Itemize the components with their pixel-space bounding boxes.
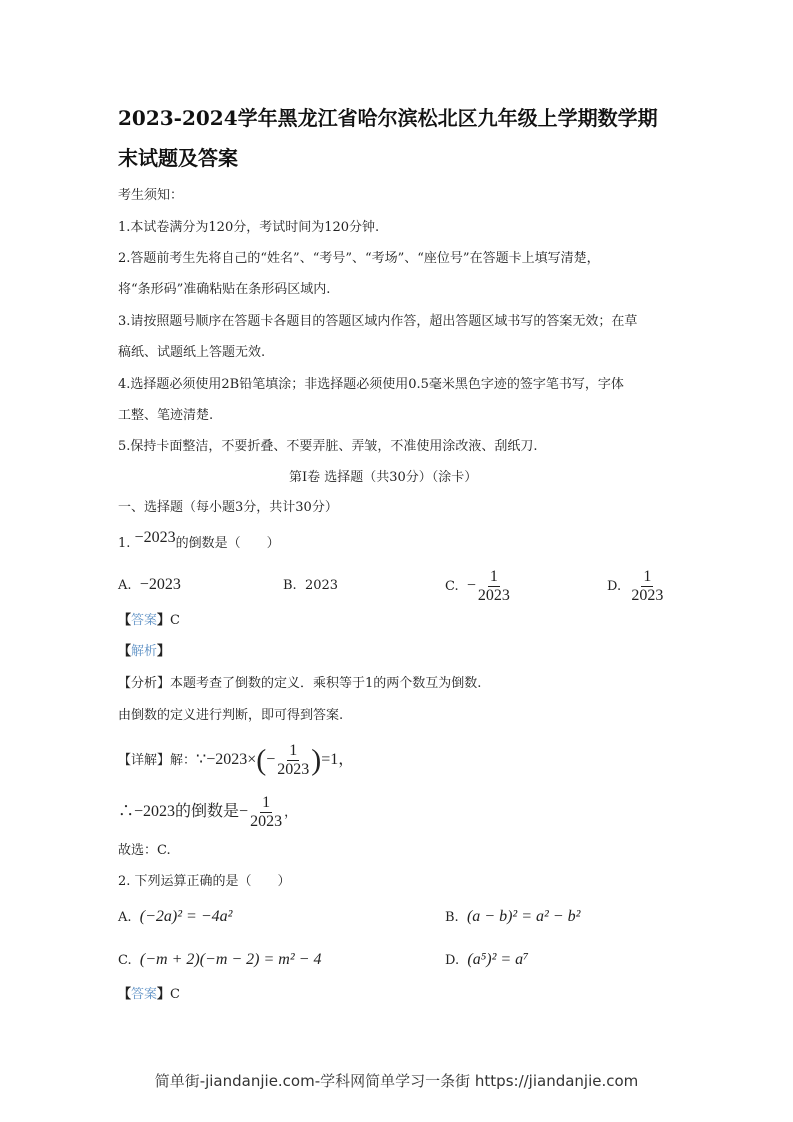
- notice-line: 2.答题前考生先将自己的“姓名”、“考号”、“考场”、“座位号”在答题卡上填写清楚，: [118, 251, 600, 266]
- option-label: D.: [607, 579, 622, 594]
- answer-value: C: [170, 987, 180, 1002]
- notice-line: 将“条形码”准确粘贴在条形码区域内.: [118, 282, 331, 297]
- option-label: D.: [445, 953, 460, 968]
- doc-title-line1: 2023-2024学年黑龙江省哈尔滨松北区九年级上学期数学期: [118, 106, 658, 130]
- bracket: 【: [118, 644, 132, 659]
- option-expr: (a − b)² = a² − b²: [466, 908, 581, 925]
- notice-line: 稿纸、试题纸上答题无效.: [118, 345, 266, 360]
- fraction: [631, 568, 663, 605]
- option-expr: (a⁵)² = a⁷: [467, 951, 529, 968]
- numerator: 1: [489, 568, 498, 585]
- notice-line: 5.保持卡面整洁，不要折叠、不要弄脏、弄皱，不准使用涂改液、刮纸刀.: [118, 439, 538, 454]
- q1-stem: [118, 529, 280, 553]
- doc-title-line2: 末试题及答案: [118, 146, 238, 170]
- option-expr: (−m + 2)(−m − 2) = m² − 4: [139, 951, 322, 968]
- numerator: 1: [262, 794, 271, 811]
- option-label: A.: [118, 578, 132, 593]
- q1-answer: [118, 612, 180, 630]
- right-paren: ): [311, 743, 322, 777]
- answer-tag: 答案: [131, 987, 158, 1002]
- q1-option-d: [607, 568, 665, 605]
- left-paren: (: [256, 743, 267, 777]
- section-title: 第Ⅰ卷 选择题（共30分）（涂卡）: [289, 470, 478, 485]
- q1-option-b: [283, 577, 338, 595]
- analysis-tag: 解析: [131, 644, 158, 659]
- q1-fenxi2: 由倒数的定义进行判断，即可得到答案.: [118, 708, 344, 723]
- q2-option-d: [445, 951, 529, 970]
- minus-sign: −: [266, 751, 276, 768]
- detail-result: =1，: [321, 751, 355, 768]
- option-expr: (−2a)² = −4a²: [139, 908, 233, 925]
- part-heading: 一、选择题（每小题3分，共计30分）: [118, 500, 338, 515]
- bracket: 【: [118, 613, 132, 628]
- fraction: [277, 742, 309, 779]
- option-value: 2023: [304, 578, 339, 593]
- option-label: B.: [283, 578, 297, 593]
- numerator: 1: [643, 568, 652, 585]
- therefore-text: ∴−2023的倒数是−: [118, 803, 249, 820]
- option-label: C.: [118, 953, 132, 968]
- q1-option-a: [118, 576, 181, 595]
- notice-line: 4.选择题必须使用2B铅笔填涂；非选择题必须使用0.5毫米黑色字迹的签字笔书写，字体: [118, 377, 624, 392]
- q2-stem: 2. 下列运算正确的是（ ）: [118, 874, 291, 889]
- q2-option-a: [118, 908, 232, 927]
- bracket: 】: [157, 987, 171, 1002]
- q1-option-c: [445, 568, 512, 605]
- numerator: 1: [289, 742, 298, 759]
- notice-line: 1.本试卷满分为120分，考试时间为120分钟.: [118, 220, 380, 235]
- q2-option-c: [118, 951, 321, 970]
- option-value: −2023: [139, 576, 181, 593]
- fraction: [250, 794, 282, 831]
- bracket: 】: [157, 613, 171, 628]
- q1-stem-text: 的倒数是（ ）: [175, 536, 280, 551]
- denominator: 2023: [631, 587, 664, 604]
- notice-line: 3.请按照题号顺序在答题卡各题目的答题区域内作答，超出答题区域书写的答案无效；在草: [118, 314, 638, 329]
- q1-number: 1.: [118, 536, 131, 551]
- minus-sign: −: [466, 577, 476, 594]
- denominator: 2023: [277, 761, 310, 778]
- q1-analysis-tag: [118, 643, 170, 661]
- footer-watermark: 简单街-jiandanjie.com-学科网简单学习一条街 https://jiandanjie.com: [154, 1072, 639, 1090]
- q1-therefore: [118, 794, 297, 831]
- q1-detail: [118, 740, 354, 781]
- denominator: 2023: [477, 587, 510, 604]
- fraction: [478, 568, 510, 605]
- q1-choice: 故选：C.: [118, 843, 171, 858]
- option-label: B.: [445, 910, 459, 925]
- option-label: A.: [118, 910, 132, 925]
- answer-value: C: [170, 613, 180, 628]
- answer-tag: 答案: [131, 613, 158, 628]
- denominator: 2023: [250, 813, 283, 830]
- q1-expr: −2023: [134, 529, 176, 546]
- notice-heading: 考生须知：: [118, 188, 184, 203]
- option-label: C.: [445, 579, 459, 594]
- notice-line: 工整、笔迹清楚.: [118, 408, 214, 423]
- detail-label: 【详解】解：: [118, 753, 197, 768]
- bracket: 【: [118, 987, 132, 1002]
- q2-option-b: [445, 908, 580, 927]
- q1-fenxi: 【分析】本题考查了倒数的定义．乘积等于1的两个数互为倒数.: [118, 676, 482, 691]
- bracket: 】: [157, 644, 171, 659]
- punct: ，: [284, 805, 298, 820]
- detail-expr: ∵−2023×: [196, 751, 257, 768]
- q2-answer: [118, 986, 180, 1004]
